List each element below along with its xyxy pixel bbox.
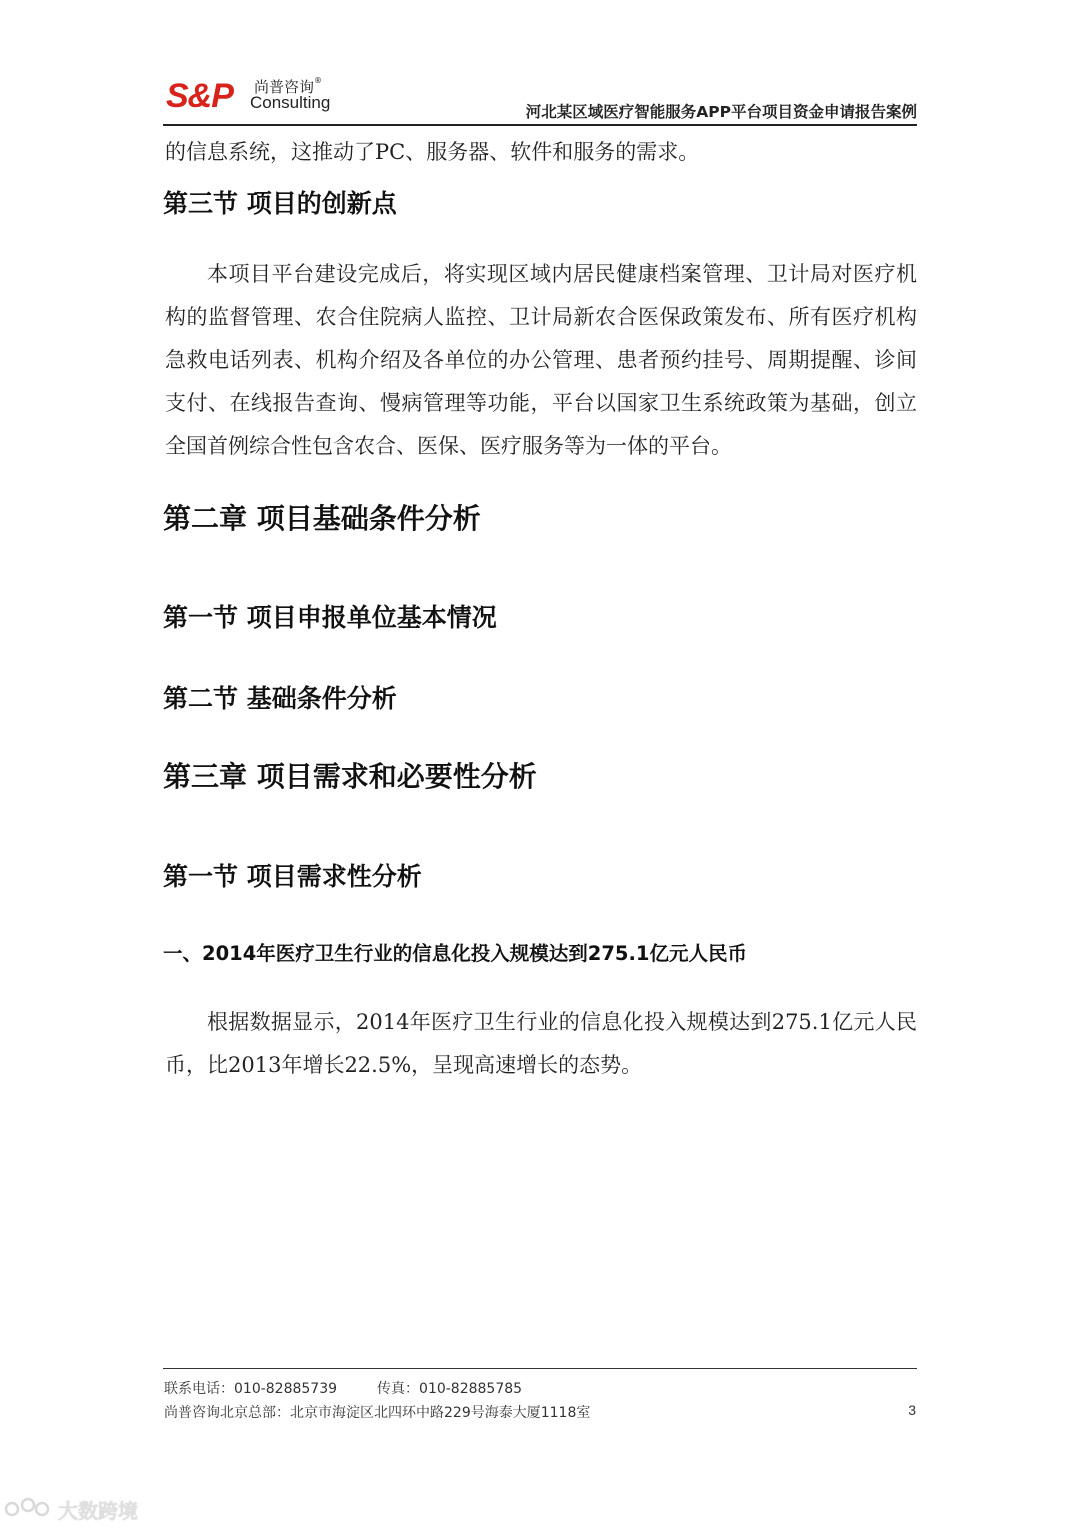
section-heading-demand: 第一节 项目需求性分析 — [163, 862, 422, 891]
logo-english-name: Consulting — [250, 93, 331, 112]
innovation-paragraph: 本项目平台建设完成后，将实现区域内居民健康档案管理、卫计局对医疗机构的监督管理、农合住院病人监控、卫计局新农合医保政策发布、所有医疗机构急救电话列表、机构介绍及各单位的办公管理、患者预约挂号、周期提醒、诊间支付、在线报告查询、慢病管理等功能，平台以国家卫生系统政策为基础，创立全国首例综合性包含农合、医保、医疗服务等为一体的平台。 — [165, 262, 917, 458]
subheading-investment: 一、2014年医疗卫生行业的信息化投入规模达到275.1亿元人民币 — [163, 942, 747, 965]
section-heading-unit: 第一节 项目申报单位基本情况 — [163, 603, 497, 632]
demand-paragraph: 根据数据显示，2014年医疗卫生行业的信息化投入规模达到275.1亿元人民币，比2013年增长22.5%，呈现高速增长的态势。 — [165, 1010, 917, 1077]
report-title: 河北某区域医疗智能服务APP平台项目资金申请报告案例 — [525, 103, 917, 121]
section-heading-basis: 第二节 基础条件分析 — [163, 684, 397, 713]
watermark — [4, 1494, 138, 1524]
logo-sp-mark: S&P — [166, 77, 233, 115]
continuation-text: 的信息系统，这推动了PC、服务器、软件和服务的需求。 — [165, 140, 700, 164]
chapter-heading-two: 第二章 项目基础条件分析 — [163, 502, 481, 535]
watermark-logo-icon — [4, 1495, 52, 1523]
registered-mark: ® — [314, 76, 323, 85]
page-number: 3 — [908, 1402, 916, 1418]
footer-contact — [164, 1378, 522, 1398]
footer-fax: 传真：010-82885785 — [377, 1381, 523, 1397]
footer-address: 尚普咨询北京总部：北京市海淀区北四环中路229号海泰大厦1118室 — [164, 1405, 591, 1421]
header-divider — [163, 124, 917, 126]
footer-phone: 联系电话：010-82885739 — [164, 1381, 338, 1397]
section-heading-innovation: 第三节 项目的创新点 — [163, 189, 397, 218]
footer-divider — [163, 1368, 917, 1369]
chapter-heading-three: 第三章 项目需求和必要性分析 — [163, 760, 537, 793]
watermark-text: 大数跨境 — [58, 1498, 138, 1523]
logo-chinese-name: 尚普咨询® — [254, 76, 323, 96]
